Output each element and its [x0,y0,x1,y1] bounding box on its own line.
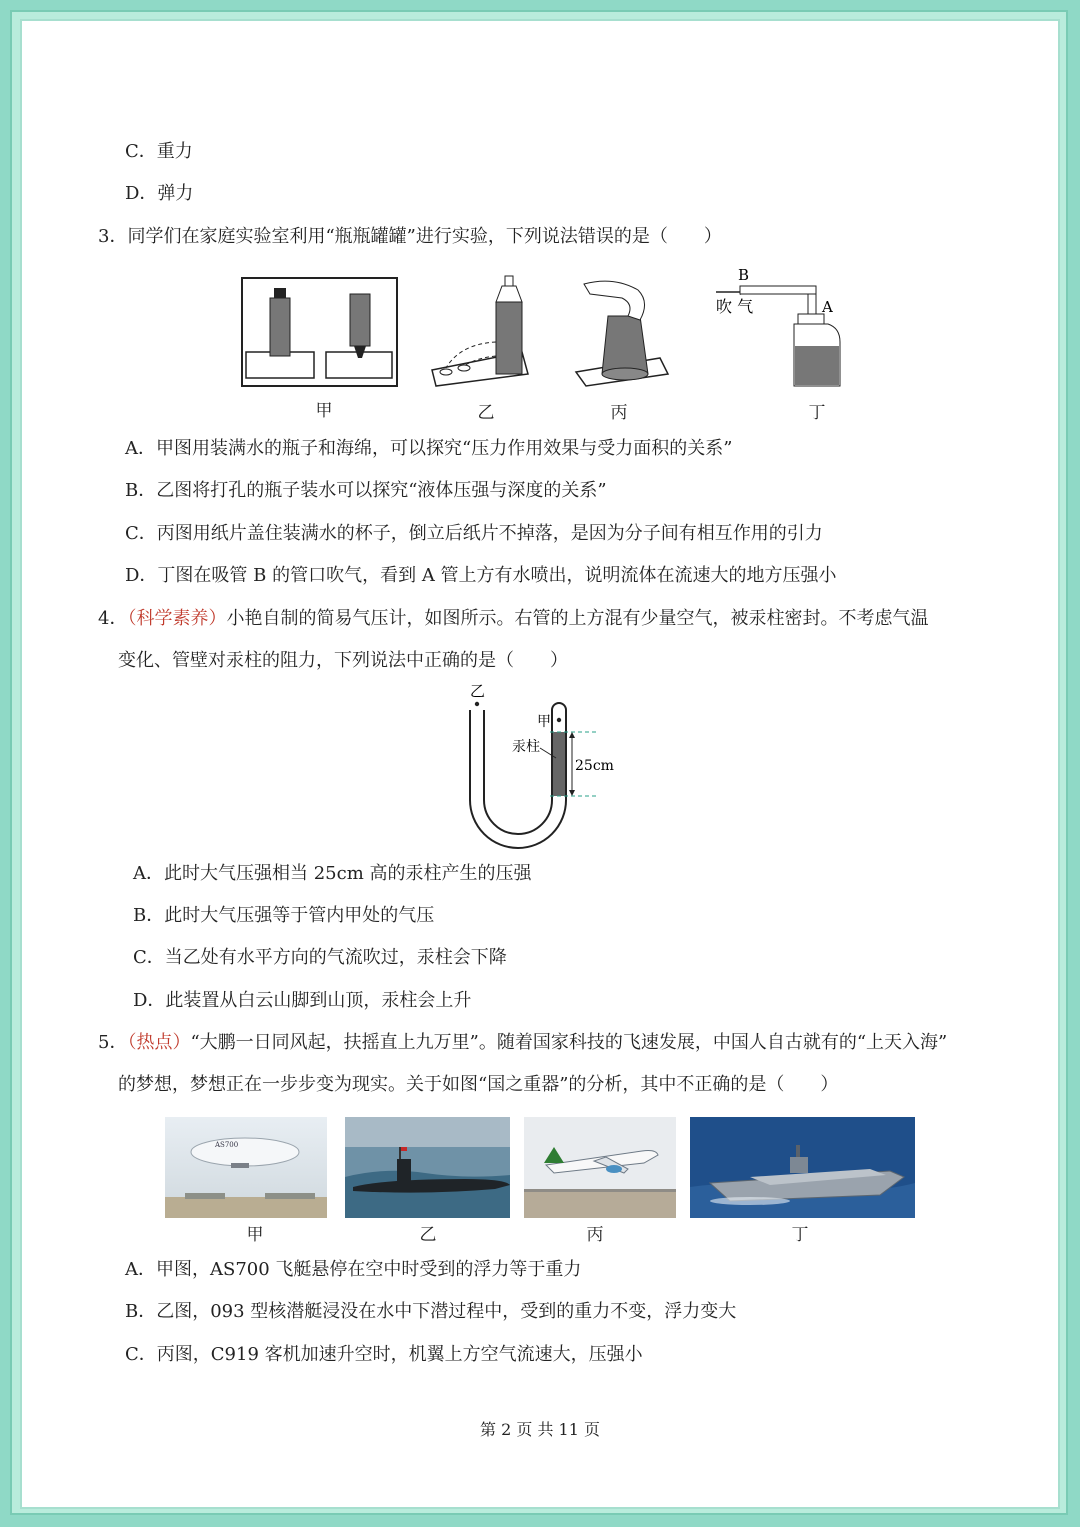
q4-stem1: 小艳自制的简易气压计，如图所示。右管的上方混有少量空气，被汞柱密封。不考虑气温 [226,608,929,629]
q4-stem-line2: 变化、管壁对汞柱的阻力，下列说法中正确的是（ ） [118,650,568,671]
figure-jia-bottles-sponge [242,278,397,386]
photo-jia-airship [165,1117,327,1218]
label-blow: 吹 气 [716,297,754,316]
barometer-label-mercury: 汞柱 [512,739,540,755]
q4-stem-line1 [98,607,928,631]
photo-caption-bing: 丙 [586,1225,604,1245]
label-a: A [822,298,833,316]
photo-yi-submarine [345,1117,510,1218]
photo-caption-ding: 丁 [791,1225,809,1245]
q4-option-d: D．此装置从白云山脚到山顶，汞柱会上升 [133,990,472,1011]
q4-option-c: C．当乙处有水平方向的气流吹过，汞柱会下降 [133,947,507,968]
q5-number: 5． [98,1032,128,1053]
airship-text: AS700 [215,1141,239,1149]
q4-number: 4． [98,608,128,629]
caption-bing: 丙 [610,403,628,423]
photo-bing-c919 [524,1117,676,1218]
barometer-label-jia: 甲 [537,714,551,730]
q5-option-c: C．丙图，C919 客机加速升空时，机翼上方空气流速大，压强小 [125,1344,643,1365]
photo-caption-yi: 乙 [419,1225,437,1245]
q5-option-b: B．乙图，093 型核潜艇浸没在水中下潜过程中，受到的重力不变，浮力变大 [125,1301,737,1322]
photo-caption-jia: 甲 [246,1225,264,1245]
q3-option-a: A．甲图用装满水的瓶子和海绵，可以探究“压力作用效果与受力面积的关系” [125,438,733,459]
figure-yi-bottle-holes [432,276,528,386]
page-footer: 第 2 页 共 11 页 [480,1420,600,1439]
label-b: B [738,266,750,284]
q5-stem-line2: 的梦想，梦想正在一步步变为现实。关于如图“国之重器”的分析，其中不正确的是（ ） [118,1074,839,1095]
q4-option-b: B．此时大气压强等于管内甲处的气压 [133,905,435,926]
caption-yi: 乙 [477,403,495,423]
q2-option-d: D．弹力 [125,183,194,204]
q3-option-d: D．丁图在吸管 B 的管口吹气，看到 A 管上方有水喷出，说明流体在流速大的地方压强小 [125,565,837,586]
q3-stem: 3．同学们在家庭实验室利用“瓶瓶罐罐”进行实验，下列说法错误的是（ ） [98,226,722,247]
q5-option-a: A．甲图，AS700 飞艇悬停在空中时受到的浮力等于重力 [125,1259,582,1280]
caption-ding: 丁 [808,403,826,423]
q4-option-a: A．此时大气压强相当 25cm 高的汞柱产生的压强 [133,863,532,884]
q5-stem1: “大鹏一日同风起，扶摇直上九万里”。随着国家科技的飞速发展，中国人自古就有的“上天入海” [190,1032,948,1053]
q5-tag: （热点） [127,1032,191,1053]
figure-bing-inverted-cup [576,281,668,386]
q5-stem-line1 [98,1031,947,1055]
caption-jia: 甲 [315,401,333,421]
q4-barometer-figure [460,680,630,855]
barometer-label-yi: 乙 [470,682,486,700]
q3-option-b: B．乙图将打孔的瓶子装水可以探究“液体压强与深度的关系” [125,480,607,501]
q2-option-c: C．重力 [125,141,193,162]
q3-option-c: C．丙图用纸片盖住装满水的杯子，倒立后纸片不掉落，是因为分子间有相互作用的引力 [125,523,823,544]
barometer-label-height: 25cm [575,758,614,774]
q4-tag: （科学素养） [127,608,227,629]
photo-ding-carrier [690,1117,915,1218]
